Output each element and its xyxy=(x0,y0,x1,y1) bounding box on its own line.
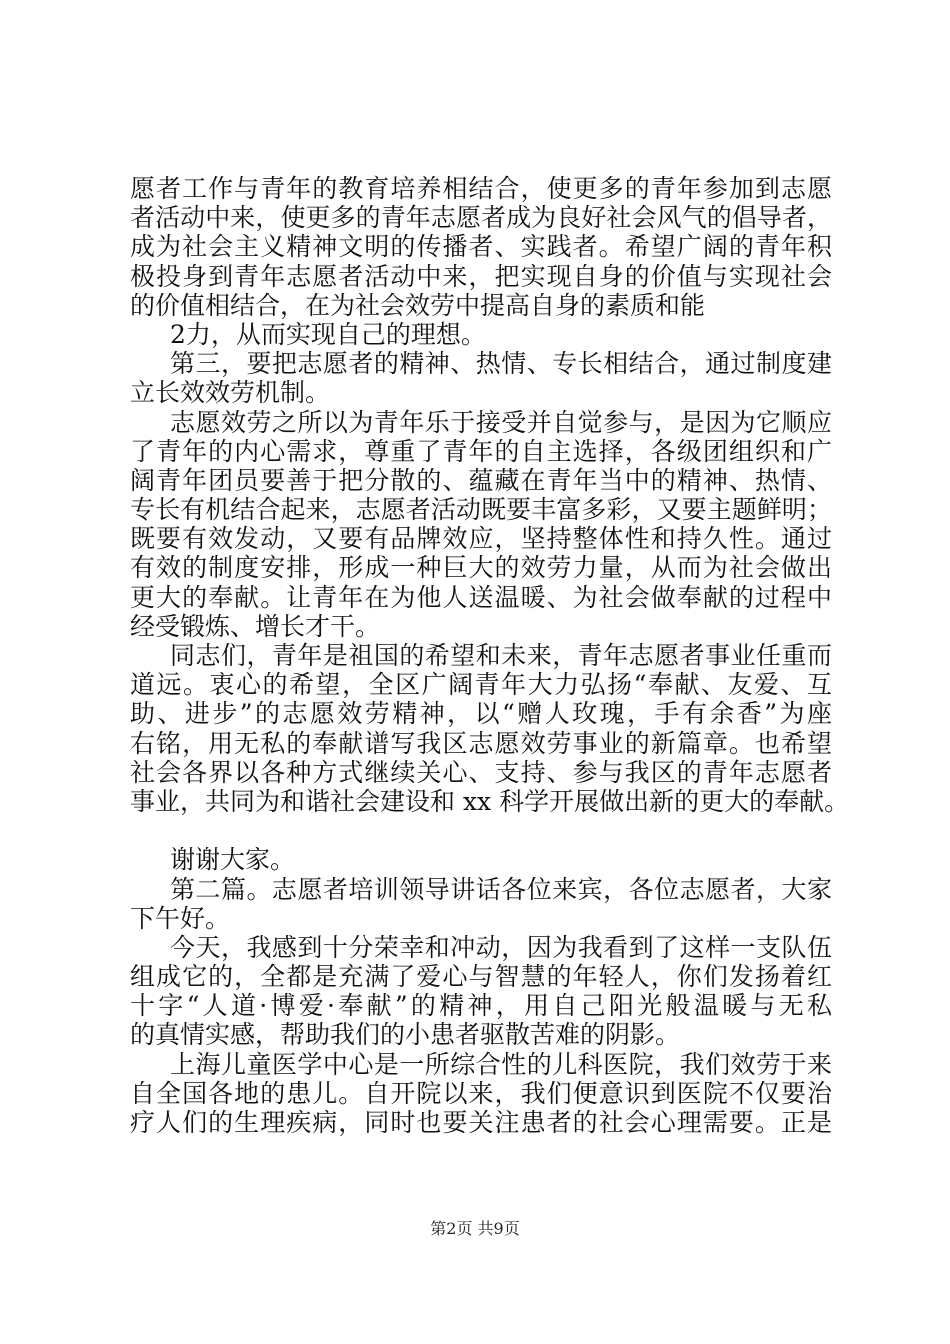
text-line: 十字“人道·博爱·奉献”的精神，用自己阳光般温暖与无私 xyxy=(130,991,832,1021)
text-line: 极投身到青年志愿者活动中来，把实现自身的价值与实现社会 xyxy=(130,261,832,291)
text-line: 社会各界以各种方式继续关心、支持、参与我区的青年志愿者 xyxy=(130,757,832,787)
text-line: 愿者工作与青年的教育培养相结合，使更多的青年参加到志愿 xyxy=(130,174,832,203)
text-line: 右铭，用无私的奉献谱写我区志愿效劳事业的新篇章。也希望 xyxy=(130,728,832,758)
text-line: 者活动中来，使更多的青年志愿者成为良好社会风气的倡导者， xyxy=(130,203,832,233)
text-line: 立长效效劳机制。 xyxy=(130,378,331,408)
text-line: 助、进步”的志愿效劳精神，以“赠人玫瑰，手有余香”为座 xyxy=(130,699,832,729)
text-line: 谢谢大家。 xyxy=(170,845,296,875)
document-body xyxy=(130,174,850,1137)
text-line: 志愿效劳之所以为青年乐于接受并自觉参与，是因为它顺应 xyxy=(170,407,832,437)
text-line: 专长有机结合起来，志愿者活动既要丰富多彩，又要主题鲜明； xyxy=(130,495,832,525)
text-line: 道远。衷心的希望，全区广阔青年大力弘扬“奉献、友爱、互 xyxy=(130,670,832,700)
text-line: 疗人们的生理疾病，同时也要关注患者的社会心理需要。正是 xyxy=(130,1108,832,1137)
text-line: 的真情实感，帮助我们的小患者驱散苦难的阴影。 xyxy=(130,1020,681,1050)
text-line: 阔青年团员要善于把分散的、蕴藏在青年当中的精神、热情、 xyxy=(130,465,832,495)
text-line: 事业，共同为和谐社会建设和 xx 科学开展做出新的更大的奉献。 xyxy=(130,786,850,816)
text-line: 同志们，青年是祖国的希望和未来，青年志愿者事业任重而 xyxy=(170,641,832,670)
text-line: 今天，我感到十分荣幸和冲动，因为我看到了这样一支队伍 xyxy=(170,932,832,962)
text-line: 第三，要把志愿者的精神、热情、专长相结合，通过制度建 xyxy=(170,349,832,379)
text-line: 的价值相结合，在为社会效劳中提高自身的素质和能 xyxy=(130,290,706,320)
text-line: 自全国各地的患儿。自开院以来，我们便意识到医院不仅要治 xyxy=(130,1078,832,1108)
text-line: 更大的奉献。让青年在为他人送温暖、为社会做奉献的过程中 xyxy=(130,582,832,612)
text-line: 有效的制度安排，形成一种巨大的效劳力量，从而为社会做出 xyxy=(130,553,832,583)
text-line: 了青年的内心需求，尊重了青年的自主选择，各级团组织和广 xyxy=(130,436,832,466)
text-line: 2力，从而实现自己的理想。 xyxy=(170,319,486,349)
text-line: 组成它的，全都是充满了爱心与智慧的年轻人，你们发扬着红 xyxy=(130,962,832,992)
text-line: 下午好。 xyxy=(130,903,231,933)
text-line: 成为社会主义精神文明的传播者、实践者。希望广阔的青年积 xyxy=(130,232,832,262)
text-line: 第二篇。志愿者培训领导讲话各位来宾，各位志愿者，大家 xyxy=(170,874,832,904)
text-line: 既要有效发动，又要有品牌效应，坚持整体性和持久性。通过 xyxy=(130,524,832,554)
page-number-footer: 第2页 共9页 xyxy=(430,1219,520,1238)
blank-line xyxy=(130,816,832,845)
text-line: 上海儿童医学中心是一所综合性的儿科医院，我们效劳于来 xyxy=(170,1049,832,1079)
text-line: 经受锻炼、增长才干。 xyxy=(130,611,381,641)
